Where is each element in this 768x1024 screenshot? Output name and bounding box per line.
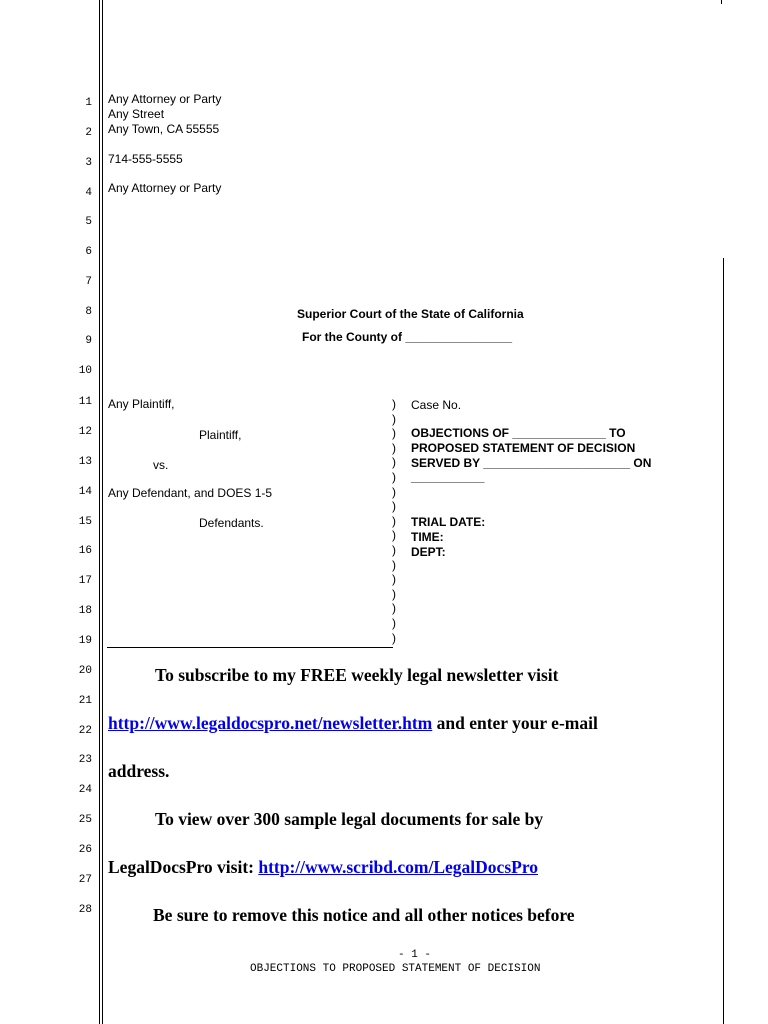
court-name: Superior Court of the State of California <box>297 307 524 321</box>
attorney-phone: 714-555-5555 <box>108 152 183 166</box>
caption-bottom-rule <box>107 647 393 648</box>
notice-line-2 <box>108 713 598 733</box>
defendant-name: Any Defendant, and DOES 1-5 <box>108 486 273 500</box>
line-number: 10 <box>78 365 92 377</box>
footer-title: OBJECTIONS TO PROPOSED STATEMENT OF DECISION <box>250 963 541 975</box>
attorney-name: Any Attorney or Party <box>108 92 222 106</box>
line-number: 4 <box>85 187 92 199</box>
line-number: 20 <box>78 665 92 677</box>
attorney-city: Any Town, CA 55555 <box>108 122 220 136</box>
notice-line-5 <box>108 857 538 877</box>
notice-line-2-rest: and enter your e-mail <box>436 713 598 733</box>
line-number: 25 <box>78 814 92 826</box>
line-number: 16 <box>78 545 92 557</box>
notice-line-1: To subscribe to my FREE weekly legal newsletter visit <box>155 665 559 685</box>
line-number: 1 <box>85 97 92 109</box>
plaintiff-role: Plaintiff, <box>199 428 242 442</box>
line-number: 7 <box>85 276 92 288</box>
newsletter-link[interactable]: http://www.legaldocspro.net/newsletter.htm <box>108 713 433 733</box>
line-number: 19 <box>78 635 92 647</box>
department-label: DEPT: <box>411 545 446 559</box>
notice-line-6: Be sure to remove this notice and all other notices before <box>153 905 575 925</box>
line-number: 9 <box>85 335 92 347</box>
trial-date-label: TRIAL DATE: <box>411 515 486 529</box>
page-number: - 1 - <box>398 949 432 961</box>
attorney-street: Any Street <box>108 107 165 121</box>
line-number: 28 <box>78 904 92 916</box>
line-number: 15 <box>78 516 92 528</box>
versus: vs. <box>153 458 169 472</box>
right-margin-rule-top <box>721 0 722 4</box>
document-title-line4: ___________ <box>411 470 485 484</box>
right-margin-rule <box>723 258 724 1024</box>
caption-parentheses: ) ) ) ) ) ) ) ) ) ) ) ) ) ) ) ) ) <box>392 397 396 645</box>
left-margin-rule-outer <box>99 0 100 1024</box>
line-number: 13 <box>78 456 92 468</box>
line-number: 22 <box>78 725 92 737</box>
left-margin-rule-inner <box>102 0 103 1024</box>
plaintiff-name: Any Plaintiff, <box>108 397 175 411</box>
line-number: 6 <box>85 246 92 258</box>
court-county: For the County of ________________ <box>302 330 513 344</box>
line-number: 11 <box>78 396 92 408</box>
scribd-link[interactable]: http://www.scribd.com/LegalDocsPro <box>258 857 539 877</box>
line-number: 17 <box>78 575 92 587</box>
document-title-line1: OBJECTIONS OF ______________ TO <box>411 426 626 440</box>
line-number: 2 <box>85 127 92 139</box>
line-number: 5 <box>85 216 92 228</box>
attorney-for: Any Attorney or Party <box>108 181 222 195</box>
line-number: 23 <box>78 754 92 766</box>
defendant-role: Defendants. <box>199 516 264 530</box>
line-number: 14 <box>78 486 92 498</box>
line-number: 8 <box>85 306 92 318</box>
line-number: 18 <box>78 605 92 617</box>
notice-line-5-prefix: LegalDocsPro visit: <box>108 857 254 877</box>
trial-time-label: TIME: <box>411 530 444 544</box>
line-number: 12 <box>78 426 92 438</box>
notice-line-4: To view over 300 sample legal documents for sale by <box>155 809 544 829</box>
line-number: 27 <box>78 874 92 886</box>
line-number: 21 <box>78 695 92 707</box>
line-number: 3 <box>85 157 92 169</box>
case-number-label: Case No. <box>411 398 462 412</box>
line-number: 26 <box>78 844 92 856</box>
document-title-line3: SERVED BY ______________________ ON <box>411 456 652 470</box>
notice-line-3: address. <box>108 761 170 781</box>
document-title-line2: PROPOSED STATEMENT OF DECISION <box>411 441 636 455</box>
line-number: 24 <box>78 784 92 796</box>
